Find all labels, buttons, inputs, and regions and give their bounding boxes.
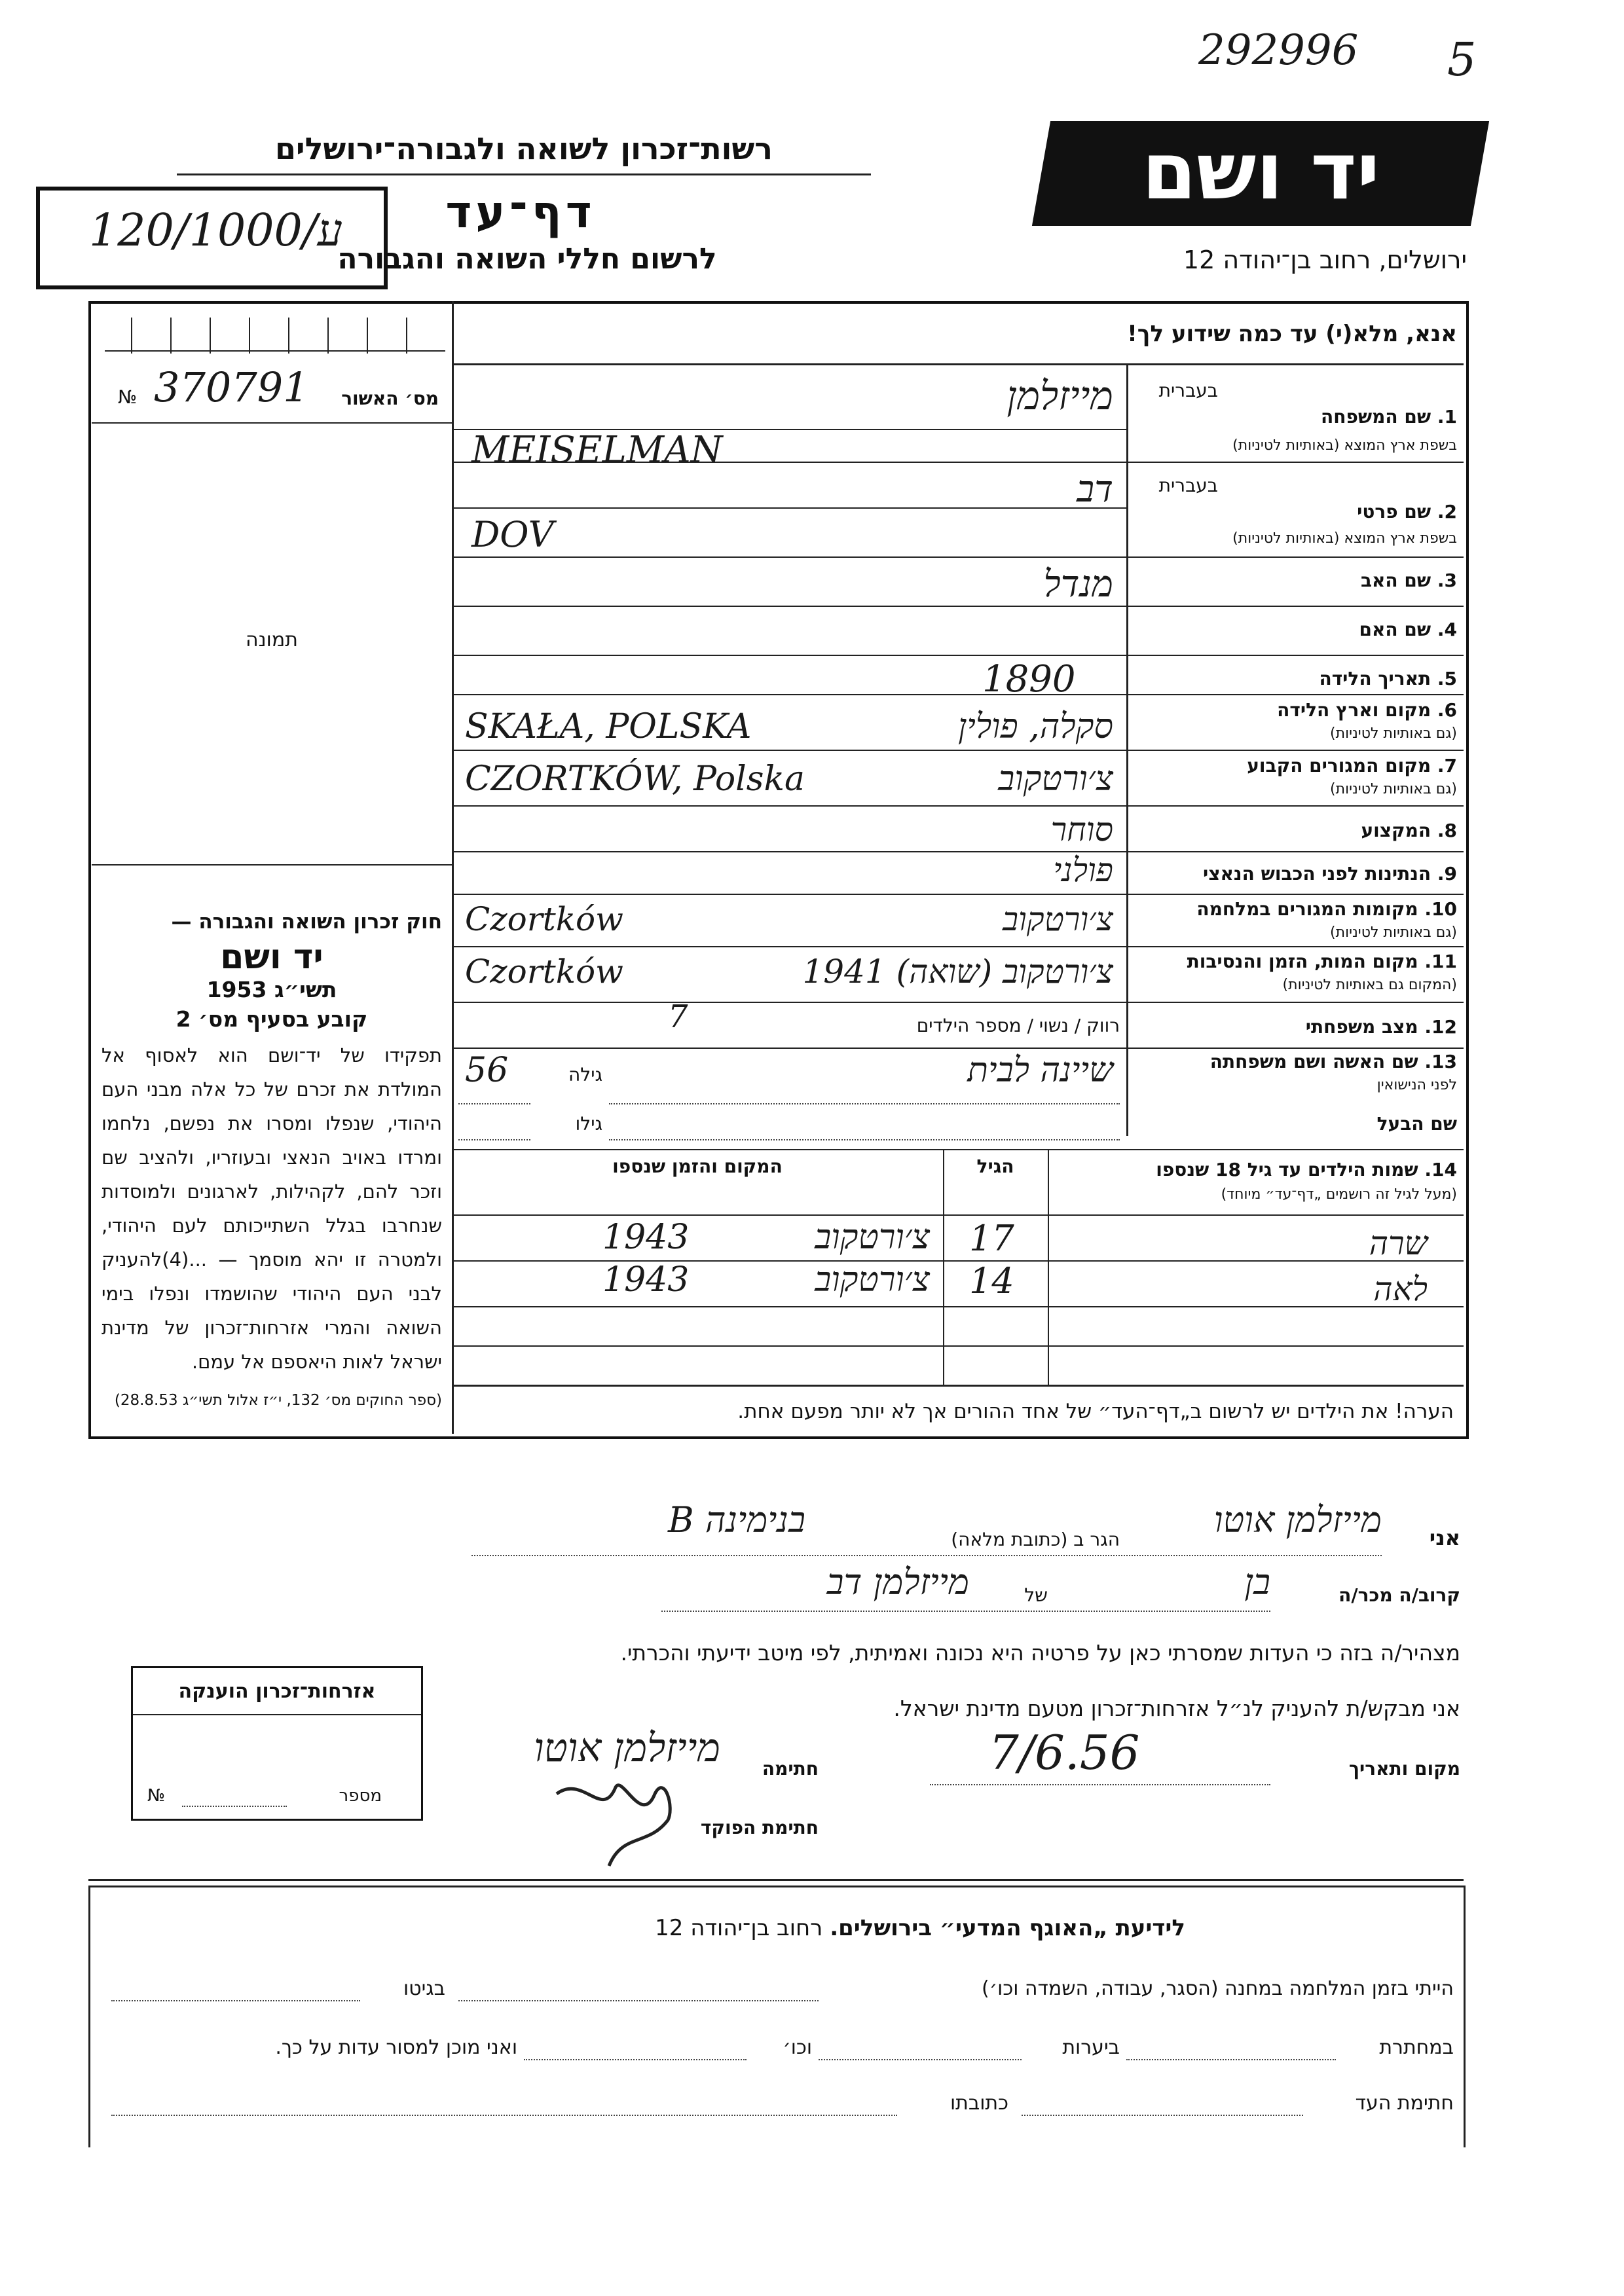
firstname-sub: בשפת ארץ המוצא (באותיות לטיניות) [1232, 530, 1457, 547]
birthplace-label: 6. מקום וארץ הלידה [1277, 699, 1457, 721]
marital-options: רווק / נשוי / מספר הילדים [916, 1015, 1120, 1036]
father-name-label: 3. שם האב [1360, 570, 1457, 591]
residence-latin-value[interactable]: CZORTKÓW, Polska [465, 759, 805, 799]
citizenship-box-title: אזרחות־זכרון הוענקה [178, 1680, 376, 1703]
declarant-signature[interactable]: מייזלמן אוטו [534, 1725, 720, 1771]
declaration-request: אני מבקש/ת להעניק לנ״ל אזרחות־זכרון מטעם מדינת ישראל. [893, 1696, 1460, 1721]
officer-signature-label: חתימת הפוקד [700, 1817, 819, 1838]
death-place-latin-value[interactable]: Czortków [465, 953, 623, 991]
footer-testify-label: ואני מוכן למסור עדות על כך. [275, 2036, 517, 2059]
tag-hebrew-1: בעברית [1158, 380, 1218, 401]
citizenship-box [131, 1666, 423, 1821]
citizenship-no-sign: № [147, 1786, 166, 1806]
wife-name-value[interactable]: שיינה לבית [967, 1051, 1113, 1090]
signature-label: חתימה [762, 1758, 819, 1779]
residence-hebrew-value[interactable]: צ׳ורטקוב [998, 759, 1113, 799]
wartime-residence-hebrew-value[interactable]: צ׳ורטקוב [1003, 900, 1113, 938]
children-note: (מעל לגיל זה רושמים „דף־עד״ מיוחד) [1221, 1186, 1457, 1203]
children-count-value[interactable]: 7 [668, 998, 688, 1035]
citizenship-value[interactable]: פולני [1053, 851, 1113, 889]
husband-name-label: שם הבעל [1376, 1113, 1457, 1135]
birthplace-sub: (גם באותיות לטיניות) [1330, 725, 1457, 742]
place-date-value[interactable]: 7/6.56 [989, 1725, 1140, 1780]
law-title: חוק זכרון השואה והגבורה — [171, 910, 442, 934]
surname-label: 1. שם המשפחה [1321, 406, 1457, 428]
husband-age-label: גילו [575, 1113, 602, 1135]
wife-name-sub: לפני הנישואין [1376, 1077, 1457, 1093]
wife-age-label: גילה [568, 1064, 602, 1085]
birthplace-latin-value[interactable]: SKAŁA, POLSKA [465, 707, 752, 746]
reference-stamp [36, 187, 388, 289]
footer-witness-sign-label: חתימת העד [1355, 2092, 1454, 2115]
children-heading: 14. שמות הילדים עד גיל 18 שנספו [1156, 1159, 1457, 1180]
relative-name[interactable]: מייזלמן דב [826, 1561, 969, 1603]
firstname-hebrew-value[interactable]: דב [1077, 468, 1113, 511]
tag-hebrew-2: בעברית [1158, 475, 1218, 496]
children-place-header: המקום והזמן שנספו [612, 1156, 783, 1177]
wife-age-value[interactable]: 56 [465, 1051, 509, 1090]
footer-address-label: כתובתו [950, 2092, 1008, 2115]
place-date-label: מקום ותאריך [1348, 1758, 1460, 1779]
child-year[interactable]: 1943 [602, 1260, 690, 1300]
declarant-name[interactable]: מייזלמן אוטו [1213, 1499, 1382, 1540]
residence-label: 7. מקום המגורים הקבוע [1247, 755, 1457, 776]
footer-forests-label: ביערות [1062, 2036, 1120, 2059]
law-clause: קובע בסעיף מס׳ 2 [175, 1006, 368, 1032]
remark-text: הערה! את הילדים יש לרשום ב„דף־העד״ של אחד ההורים אך לא יותר מפעם אחת. [737, 1400, 1454, 1423]
law-name: יד ושם [220, 938, 323, 977]
page-mark: 5 [1447, 33, 1477, 86]
child-place[interactable]: צ׳ורטקוב [815, 1218, 930, 1257]
child-place[interactable]: צ׳ורטקוב [815, 1260, 930, 1300]
declarant-address[interactable]: בנימינה B [668, 1499, 805, 1540]
birthdate-label: 5. תאריך הלידה [1319, 668, 1457, 689]
death-place-hebrew-value[interactable]: צ׳ורטקוב (שואה) 1941 [802, 953, 1113, 991]
approval-number: 370791 [154, 363, 309, 411]
death-place-sub: (המקום גם באותיות לטיניות) [1282, 977, 1457, 993]
relation-value[interactable]: בן [1244, 1561, 1270, 1603]
yad-vashem-logo [1032, 121, 1489, 226]
father-name-value[interactable]: מנדל [1043, 563, 1113, 606]
residence-sub: (גם באותיות לטיניות) [1330, 781, 1457, 797]
form-title: דף־עד [445, 187, 596, 238]
photo-label: תמונה [246, 629, 298, 651]
footer-notice: לידיעת „האוגף המדעי״ בירושלים. רחוב בן־יהודה 12 [655, 1915, 1185, 1941]
declaration-statement: מצהיר/ה בזה כי העדות שמסרתי כאן על פרטיה היא נכונה ואמיתית, לפי מיטב ידיעתי והכרתי. [620, 1640, 1460, 1666]
intro-text: אנא, מלא(י) עד כמה שידוע לך! [1127, 321, 1457, 347]
profession-label: 8. המקצוע [1361, 820, 1457, 841]
law-reference: (ספר החוקים מס׳ 132, י״ז אלול תשי״ג 28.8.53) [114, 1392, 442, 1409]
wartime-residence-latin-value[interactable]: Czortków [465, 900, 623, 938]
relation-label: קרוב/ה מכר/ה [1338, 1584, 1460, 1606]
declarant-address-label: הגר ב (כתובת מלאה) [951, 1529, 1120, 1550]
surname-hebrew-value[interactable]: מייזלמן [1006, 373, 1113, 419]
logo-text: יד ושם [1141, 126, 1380, 217]
children-age-header: הגיל [976, 1156, 1014, 1177]
child-age[interactable]: 14 [969, 1260, 1014, 1302]
mother-name-label: 4. שם האם [1359, 619, 1457, 640]
wartime-residence-sub: (גם באותיות לטיניות) [1330, 924, 1457, 941]
death-place-label: 11. מקום המות, הזמן והנסיבות [1187, 951, 1457, 972]
declarant-ani: אני [1429, 1525, 1460, 1550]
law-block [101, 910, 442, 1409]
footer-etc-label: וכו׳ [783, 2036, 812, 2059]
approval-label: מס׳ האשור [341, 388, 439, 409]
birthdate-value[interactable]: 1890 [982, 658, 1076, 701]
firstname-label: 2. שם פרטי [1357, 501, 1457, 522]
form-subtitle: לרשום חללי השואה והגבורה [337, 242, 717, 276]
law-body: תפקידו של יד־ושם הוא לאסוף אל המולדת את זכרם של כל אלה מבני העם היהודי, שנפלו ומסרו את נפשם, נלחמו ומרדו באויב הנאצי ובעוזריו, ולהציב שם וזכר להם, לקהילות, לארגונים ולמוסדות שנחרבו בגלל השתייכותם לעם היהודי, ולמטרה זו יהא מוסמך — ...(4)להעניק לבני העם היהודי שהושמדו ונפלו בימי השואה והמרי אזרחות־זכרון של מדינת ישראל לאות היאספם אל עמם. [101, 1044, 442, 1373]
surname-sub: בשפת ארץ המוצא (באותיות לטיניות) [1232, 437, 1457, 454]
wife-name-label: 13. שם האשה ושם משפחתה [1209, 1051, 1457, 1072]
footer-underground-label: במחתרת [1379, 2036, 1454, 2059]
child-age[interactable]: 17 [969, 1218, 1014, 1259]
archive-number: 292996 [1198, 26, 1359, 75]
citizenship-label: 9. הנתינות לפני הכבוש הנאצי [1203, 863, 1457, 884]
footer-ghetto-label: בגיטו [403, 1977, 445, 2000]
firstname-latin-value[interactable]: DOV [471, 514, 554, 555]
no-sign: № [118, 386, 138, 408]
wartime-residence-label: 10. מקומות המגורים במלחמה [1196, 898, 1457, 920]
address-line: ירושלים, רחוב בן־יהודה 12 [1183, 246, 1467, 274]
marital-status-label: 12. מצב משפחתי [1305, 1016, 1457, 1038]
org-line: רשות־זכרון לשואה ולגבורה־ירושלים [275, 131, 773, 166]
child-name[interactable]: לאה [1373, 1270, 1428, 1308]
child-name[interactable]: שרה [1369, 1224, 1428, 1262]
stamp-number: 120/1000/ע [89, 205, 343, 257]
relative-of-label: של [1024, 1584, 1048, 1606]
child-year[interactable]: 1943 [602, 1218, 690, 1257]
officer-signature[interactable] [544, 1768, 688, 1879]
footer-camp-label: הייתי בזמן המלחמה במחנה (הסגר, עבודה, השמדה וכו׳) [981, 1977, 1454, 2000]
surname-latin-value[interactable]: MEISELMAN [471, 429, 723, 471]
tick-marks [105, 304, 445, 360]
citizenship-number-label: מספר [339, 1786, 382, 1806]
law-year: תשי״ג 1953 [206, 977, 337, 1002]
profession-value[interactable]: סוחר [1050, 811, 1113, 848]
birthplace-hebrew-value[interactable]: סקלה, פולין [957, 707, 1113, 746]
